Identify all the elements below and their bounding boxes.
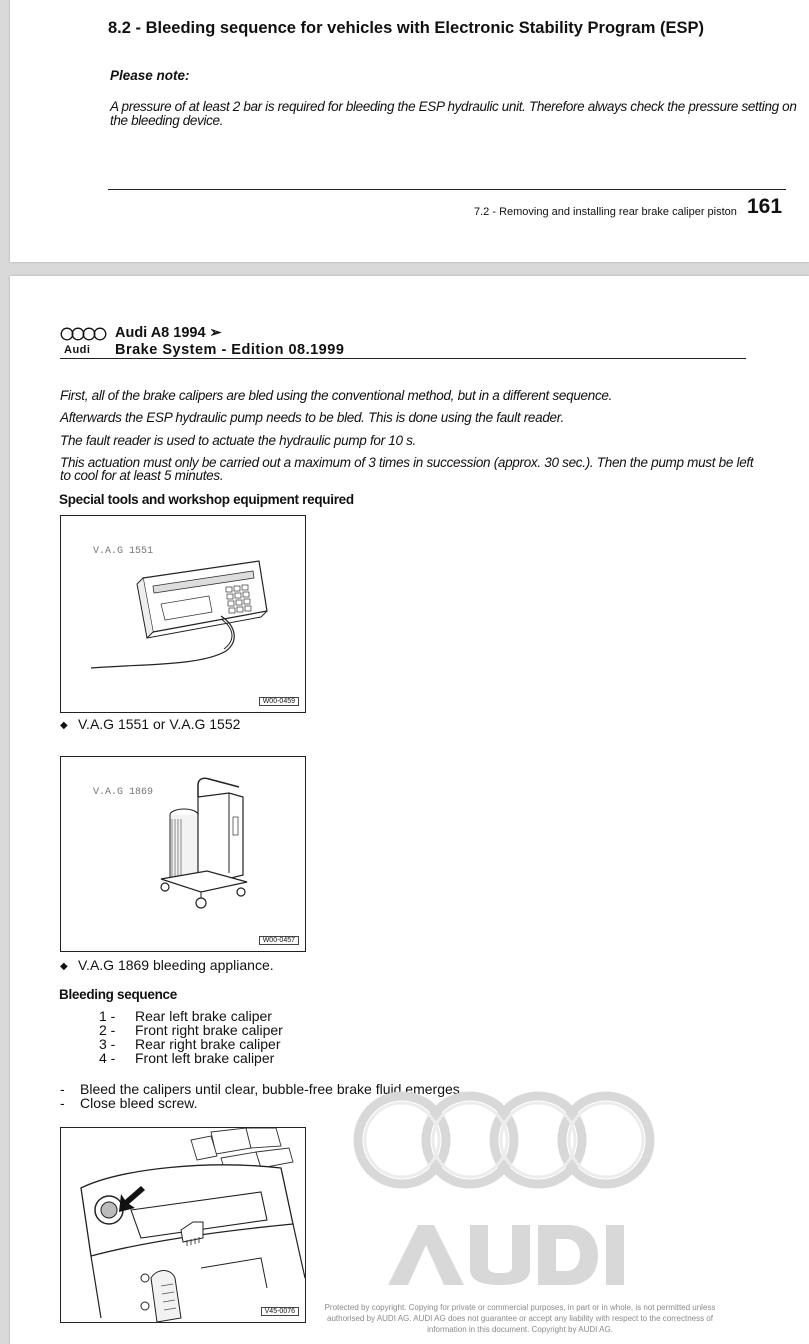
figure-code: V45-0076 bbox=[261, 1307, 299, 1316]
step-item: - Close bleed screw. bbox=[60, 1095, 198, 1111]
bullet-item bbox=[60, 716, 240, 732]
copyright-notice: Protected by copyright. Copying for private or commercial purposes, in part or in whole, is not permitted unless authorised by AUDI AG. AUDI AG does not guarantee or accept any liability with respect to the correctness of information in this document. Copyright by AUDI AG. bbox=[324, 1303, 716, 1334]
bullet-text: V.A.G 1551 or V.A.G 1552 bbox=[78, 716, 241, 732]
figure-bleeding-appliance bbox=[60, 756, 306, 952]
bullet-item bbox=[60, 957, 274, 973]
bleeding-appliance-icon bbox=[61, 757, 305, 951]
document-page-161 bbox=[10, 0, 809, 262]
paragraph: First, all of the brake calipers are bled using the conventional method, but in a different sequence. bbox=[60, 388, 613, 403]
header-manual-title: Brake System - Edition 08.1999 bbox=[115, 342, 345, 358]
audi-watermark-logo bbox=[340, 1085, 680, 1295]
bullet-text: V.A.G 1869 bleeding appliance. bbox=[78, 957, 274, 973]
bullet-icon: ◆ bbox=[60, 961, 68, 972]
footer-rule bbox=[108, 189, 786, 190]
header-logo-text: Audi bbox=[64, 344, 91, 356]
sequence-item: 1 - Rear left brake caliper bbox=[99, 1008, 272, 1024]
sequence-item: 3 - Rear right brake caliper bbox=[99, 1036, 281, 1052]
header-rule bbox=[60, 358, 746, 359]
paragraph: This actuation must only be carried out a maximum of 3 times in succession (approx. 30 sec.). Then the pump must be left to cool for at least 5 minutes. bbox=[60, 455, 754, 483]
bullet-icon: ◆ bbox=[60, 720, 68, 731]
audi-rings-icon bbox=[60, 327, 108, 341]
paragraph: The fault reader is used to actuate the hydraulic pump for 10 s. bbox=[60, 433, 417, 448]
figure-fault-reader bbox=[60, 515, 306, 713]
figure-label: V.A.G 1551 bbox=[93, 546, 154, 557]
header-model: Audi A8 1994 ➢ bbox=[115, 325, 222, 341]
tools-heading: Special tools and workshop equipment required bbox=[59, 492, 354, 507]
bleed-screw-location-icon bbox=[61, 1128, 305, 1322]
sequence-list bbox=[99, 1009, 283, 1065]
sequence-item: 2 - Front right brake caliper bbox=[99, 1022, 283, 1038]
fault-reader-device-icon bbox=[61, 516, 305, 712]
sequence-heading: Bleeding sequence bbox=[59, 987, 177, 1002]
sequence-item: 4 - Front left brake caliper bbox=[99, 1050, 275, 1066]
step-item: - Bleed the calipers until clear, bubble-free brake fluid emerges. bbox=[60, 1081, 464, 1097]
note-title: Please note: bbox=[110, 68, 190, 83]
figure-bleed-screw-location bbox=[60, 1127, 306, 1323]
figure-code: W00-0457 bbox=[259, 936, 299, 945]
figure-code: W00-0459 bbox=[259, 697, 299, 706]
page-number: 161 bbox=[747, 195, 783, 218]
footer-section-title: 7.2 - Removing and installing rear brake caliper piston bbox=[474, 206, 737, 218]
paragraph: Afterwards the ESP hydraulic pump needs to be bled. This is done using the fault reader. bbox=[60, 410, 564, 425]
section-heading: 8.2 - Bleeding sequence for vehicles with Electronic Stability Program (ESP) bbox=[108, 19, 704, 37]
figure-label: V.A.G 1869 bbox=[93, 787, 154, 798]
note-body: A pressure of at least 2 bar is required for bleeding the ESP hydraulic unit. Therefore always check the pressure setting on the bleeding device. bbox=[110, 99, 797, 128]
